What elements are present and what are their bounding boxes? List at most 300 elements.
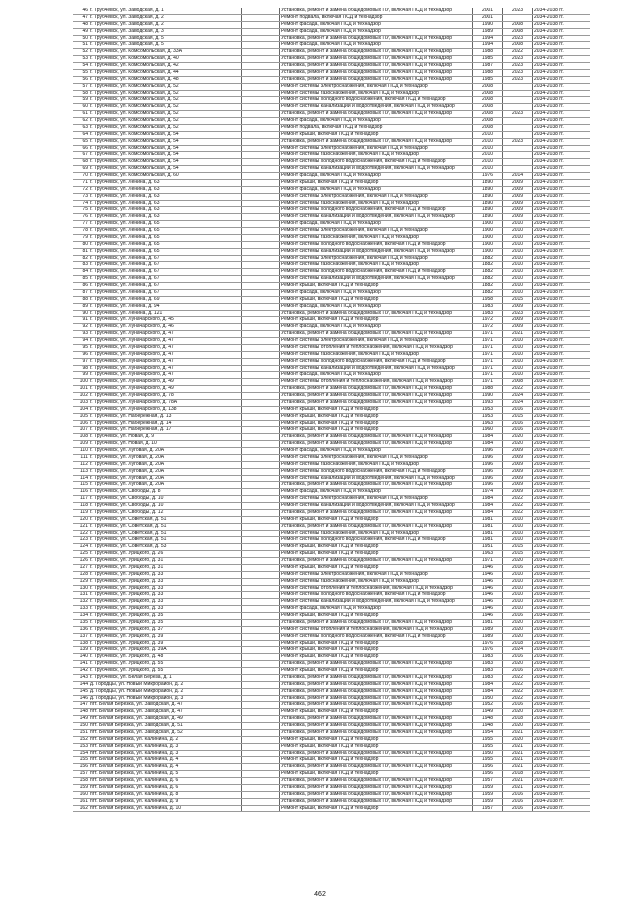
planned-period-cell: 2034-2038 гг. [533, 413, 591, 420]
address-cell: пгт. Белая Березка, ул. Заводская, д. 52 [89, 729, 242, 736]
planned-period-cell: 2034-2038 гг. [533, 503, 591, 510]
planned-period-cell: 2034-2038 гг. [533, 537, 591, 544]
row-number: 149 [73, 716, 89, 723]
spacer-cell [242, 42, 280, 49]
address-cell: пгт. Белая Березка, ул. Калинина, д. 6 [89, 784, 242, 791]
last-repair-year-cell: 2010 [503, 262, 533, 269]
last-repair-year-cell: 2010 [503, 338, 533, 345]
table-row [73, 537, 590, 544]
row-number: 57 [73, 83, 89, 90]
last-repair-year-cell: 2016 [503, 805, 533, 812]
address-cell: г. Трубчевск, ул. Луначарского, д. 47 [89, 338, 242, 345]
spacer-cell [242, 173, 280, 180]
address-cell: г. Трубчевск, ул. Ленина, д. 67 [89, 262, 242, 269]
last-repair-year-cell: 2010 [503, 344, 533, 351]
planned-period-cell: 2034-2038 гг. [533, 661, 591, 668]
planned-period-cell: 2034-2038 гг. [533, 399, 591, 406]
address-cell: г. Трубчевск, ул. Урицкого, д. 39 [89, 633, 242, 640]
row-number: 111 [73, 454, 89, 461]
table-row [73, 241, 590, 248]
planned-period-cell: 2034-2038 гг. [533, 118, 591, 125]
table-row [73, 351, 590, 358]
row-number: 109 [73, 441, 89, 448]
last-repair-year-cell: 2010 [503, 530, 533, 537]
address-cell: г. Трубчевск, ул. Комсомольская, д. 54 [89, 152, 242, 159]
planned-period-cell: 2034-2038 гг. [533, 90, 591, 97]
address-cell: пгт. Белая Березка, ул. Калинина, д. 3 [89, 743, 242, 750]
row-number: 82 [73, 255, 89, 262]
spacer-cell [242, 338, 280, 345]
row-number: 124 [73, 544, 89, 551]
address-cell: пгт. Белая Березка, ул. Калинина, д. 2 [89, 736, 242, 743]
spacer-cell [242, 448, 280, 455]
row-number: 116 [73, 489, 89, 496]
address-cell: д. Городцы, ул. Новый Микрорайон, д. 3 [89, 695, 242, 702]
table-row [73, 317, 590, 324]
table-row [73, 145, 590, 152]
last-repair-year-cell: 2023 [503, 69, 533, 76]
year-built-cell: 1996 [473, 461, 503, 468]
work-type-cell: Ремонт крыши, включая ПСД и технадзор [280, 420, 473, 427]
address-cell: г. Трубчевск, ул. Луначарского, д. 45 [89, 317, 242, 324]
last-repair-year-cell: 2015 [503, 551, 533, 558]
planned-period-cell: 2034-2038 гг. [533, 241, 591, 248]
address-cell: г. Трубчевск, ул. Урицкого, д. 39 [89, 640, 242, 647]
last-repair-year-cell: 2023 [503, 76, 533, 83]
address-cell: г. Трубчевск, ул. Комсомольская, д. 60 [89, 173, 242, 180]
last-repair-year-cell: 2016 [503, 791, 533, 798]
work-type-cell: Ремонт системы канализации и водоотведения, включая ПСД и технадзор [280, 365, 473, 372]
spacer-cell [242, 289, 280, 296]
spacer-cell [242, 496, 280, 503]
address-cell: г. Трубчевск, ул. Урицкого, д. 55 [89, 661, 242, 668]
row-number: 74 [73, 200, 89, 207]
planned-period-cell: 2034-2038 гг. [533, 214, 591, 221]
last-repair-year-cell: 2009 [503, 186, 533, 193]
row-number: 141 [73, 661, 89, 668]
work-type-cell: Ремонт крыши, включая ПСД и технадзор [280, 516, 473, 523]
work-type-cell: Ремонт крыши, включая ПСД и технадзор [280, 647, 473, 654]
row-number: 55 [73, 69, 89, 76]
spacer-cell [242, 805, 280, 812]
year-built-cell: 1971 [473, 338, 503, 345]
table-row [73, 76, 590, 83]
address-cell: г. Трубчевск, ул. Ленина, д. 67 [89, 289, 242, 296]
last-repair-year-cell: 2021 [503, 750, 533, 757]
last-repair-year-cell: 2010 [503, 516, 533, 523]
year-built-cell: 2010 [473, 159, 503, 166]
planned-period-cell: 2034-2038 гг. [533, 778, 591, 785]
address-cell: г. Трубчевск, ул. Советская, д. 53 [89, 544, 242, 551]
planned-period-cell: 2034-2038 гг. [533, 372, 591, 379]
table-row [73, 83, 590, 90]
spacer-cell [242, 241, 280, 248]
planned-period-cell: 2034-2038 гг. [533, 8, 591, 14]
planned-period-cell: 2034-2038 гг. [533, 461, 591, 468]
spacer-cell [242, 599, 280, 606]
work-type-cell: Ремонт крыши, включая ПСД и технадзор [280, 131, 473, 138]
row-number: 69 [73, 166, 89, 173]
work-type-cell: Ремонт крыши, включая ПСД и технадзор [280, 640, 473, 647]
year-built-cell: 1984 [473, 496, 503, 503]
last-repair-year-cell: 2010 [503, 283, 533, 290]
spacer-cell [242, 379, 280, 386]
last-repair-year-cell: 2020 [503, 619, 533, 626]
year-built-cell: 1971 [473, 358, 503, 365]
planned-period-cell: 2034-2038 гг. [533, 186, 591, 193]
planned-period-cell: 2034-2038 гг. [533, 558, 591, 565]
row-number: 71 [73, 179, 89, 186]
year-built-cell: 1952 [473, 702, 503, 709]
spacer-cell [242, 228, 280, 235]
last-repair-year-cell: 2022 [503, 496, 533, 503]
table-row [73, 131, 590, 138]
year-built-cell: 1946 [473, 599, 503, 606]
year-built-cell: 1971 [473, 558, 503, 565]
last-repair-year-cell: 2010 [503, 571, 533, 578]
address-cell: г. Трубчевск, ул. Луговая, д. 20А [89, 482, 242, 489]
row-number: 142 [73, 668, 89, 675]
work-type-cell: Ремонт системы газоснабжения, включая ПСД и технадзор [280, 152, 473, 159]
row-number: 64 [73, 131, 89, 138]
year-built-cell: 1957 [473, 778, 503, 785]
last-repair-year-cell: 2021 [503, 729, 533, 736]
table-row [73, 592, 590, 599]
planned-period-cell: 2034-2038 гг. [533, 193, 591, 200]
last-repair-year-cell: 2009 [503, 207, 533, 214]
planned-period-cell: 2034-2038 гг. [533, 28, 591, 35]
last-repair-year-cell: 2016 [503, 427, 533, 434]
row-number: 121 [73, 523, 89, 530]
row-number: 130 [73, 585, 89, 592]
work-type-cell: Ремонт системы холодного водоснабжения, включая ПСД и технадзор [280, 537, 473, 544]
table-row [73, 571, 590, 578]
spacer-cell [242, 283, 280, 290]
table-row [73, 303, 590, 310]
work-type-cell: Ремонт фасада, включая ПСД и технадзор [280, 28, 473, 35]
last-repair-year-cell: 2010 [503, 248, 533, 255]
last-repair-year-cell: 2016 [503, 702, 533, 709]
work-type-cell: Ремонт системы отопления и теплоснабжения, включая ПСД и технадзор [280, 344, 473, 351]
table-row [73, 193, 590, 200]
work-type-cell: Установка, ремонт и замена общедомовых ПУ, включая ПСД и технадзор [280, 723, 473, 730]
planned-period-cell: 2034-2038 гг. [533, 255, 591, 262]
year-built-cell: 1900 [473, 228, 503, 235]
spacer-cell [242, 461, 280, 468]
row-number: 46 [73, 8, 89, 14]
work-type-cell: Ремонт фасада, включая ПСД и технадзор [280, 118, 473, 125]
work-type-cell: Ремонт крыши, включая ПСД и технадзор [280, 709, 473, 716]
last-repair-year-cell: 2009 [503, 179, 533, 186]
year-built-cell: 2008 [473, 97, 503, 104]
year-built-cell: 1959 [473, 791, 503, 798]
table-row [73, 564, 590, 571]
last-repair-year-cell: 2010 [503, 241, 533, 248]
row-number: 73 [73, 193, 89, 200]
work-type-cell: Ремонт фасада, включая ПСД и технадзор [280, 303, 473, 310]
spacer-cell [242, 111, 280, 118]
last-repair-year-cell: 2020 [503, 709, 533, 716]
work-type-cell: Ремонт крыши, включая ПСД и технадзор [280, 771, 473, 778]
year-built-cell: 1882 [473, 276, 503, 283]
last-repair-year-cell: 2021 [503, 743, 533, 750]
spacer-cell [242, 743, 280, 750]
last-repair-year-cell: 2010 [503, 276, 533, 283]
planned-period-cell: 2034-2038 гг. [533, 303, 591, 310]
address-cell: г. Трубчевск, ул. Луговая, д. 20А [89, 448, 242, 455]
table-row [73, 269, 590, 276]
work-type-cell: Установка, ремонт и замена общедомовых ПУ, включая ПСД и технадзор [280, 35, 473, 42]
spacer-cell [242, 276, 280, 283]
table-row [73, 448, 590, 455]
planned-period-cell: 2034-2038 гг. [533, 420, 591, 427]
work-type-cell: Установка, ремонт и замена общедомовых ПУ, включая ПСД и технадзор [280, 76, 473, 83]
table-row [73, 8, 590, 14]
work-type-cell: Ремонт системы электроснабжения, включая ПСД и технадзор [280, 145, 473, 152]
year-built-cell: 1963 [473, 420, 503, 427]
spacer-cell [242, 716, 280, 723]
year-built-cell: 1976 [473, 173, 503, 180]
spacer-cell [242, 530, 280, 537]
planned-period-cell: 2034-2038 гг. [533, 606, 591, 613]
spacer-cell [242, 571, 280, 578]
spacer-cell [242, 523, 280, 530]
table-row [73, 393, 590, 400]
spacer-cell [242, 221, 280, 228]
row-number: 89 [73, 303, 89, 310]
last-repair-year-cell: 2010 [503, 578, 533, 585]
address-cell: г. Трубчевск, ул. Луначарского, д. 47 [89, 365, 242, 372]
row-number: 135 [73, 619, 89, 626]
work-type-cell: Ремонт системы газоснабжения, включая ПСД и технадзор [280, 530, 473, 537]
year-built-cell: 1971 [473, 331, 503, 338]
table-row [73, 186, 590, 193]
address-cell: г. Трубчевск, ул. Луначарского, д. 47 [89, 358, 242, 365]
address-cell: г. Трубчевск, ул. Луначарского, д. 47 [89, 331, 242, 338]
last-repair-year-cell: 2016 [503, 798, 533, 805]
row-number: 117 [73, 496, 89, 503]
address-cell: г. Трубчевск, ул. Набережная, д. 13 [89, 413, 242, 420]
last-repair-year-cell: 2009 [503, 317, 533, 324]
table-row [73, 551, 590, 558]
row-number: 95 [73, 344, 89, 351]
spacer-cell [242, 757, 280, 764]
spacer-cell [242, 668, 280, 675]
year-built-cell: 1890 [473, 179, 503, 186]
year-built-cell: 1988 [473, 386, 503, 393]
address-cell: г. Трубчевск, ул. Ленина, д. 121 [89, 310, 242, 317]
address-cell: г. Трубчевск, ул. Луначарского, д. 78 [89, 393, 242, 400]
table-row [73, 200, 590, 207]
work-type-cell: Установка, ремонт и замена общедомовых ПУ, включая ПСД и технадзор [280, 8, 473, 14]
address-cell: пгт. Белая Березка, ул. Заводская, д. 47 [89, 709, 242, 716]
spacer-cell [242, 750, 280, 757]
year-built-cell: 1994 [473, 42, 503, 49]
address-cell: г. Трубчевск, ул. Урицкого, д. 35 [89, 613, 242, 620]
work-type-cell: Ремонт крыши, включая ПСД и технадзор [280, 296, 473, 303]
last-repair-year-cell: 2010 [503, 599, 533, 606]
last-repair-year-cell: 2010 [503, 255, 533, 262]
spacer-cell [242, 386, 280, 393]
table-row [73, 420, 590, 427]
address-cell: г. Трубчевск, ул. Ленина, д. 63 [89, 179, 242, 186]
last-repair-year-cell: 2009 [503, 489, 533, 496]
year-built-cell: 1993 [473, 399, 503, 406]
year-built-cell: 1949 [473, 709, 503, 716]
address-cell: пгт. Белая Березка, ул. Калинина, д. 4 [89, 764, 242, 771]
work-type-cell: Ремонт системы канализации и водоотведения, включая ПСД и технадзор [280, 104, 473, 111]
year-built-cell: 1985 [473, 56, 503, 63]
row-number: 153 [73, 743, 89, 750]
year-built-cell: 1996 [473, 454, 503, 461]
last-repair-year-cell: 2010 [503, 351, 533, 358]
last-repair-year-cell [503, 97, 533, 104]
address-cell: г. Трубчевск, ул. Луначарского, д. 49 [89, 386, 242, 393]
address-cell: г. Трубчевск, ул. Советская, д. 51 [89, 523, 242, 530]
row-number: 125 [73, 551, 89, 558]
work-type-cell: Установка, ремонт и замена общедомовых ПУ, включая ПСД и технадзор [280, 695, 473, 702]
planned-period-cell: 2034-2038 гг. [533, 736, 591, 743]
work-type-cell: Установка, ремонт и замена общедомовых ПУ, включая ПСД и технадзор [280, 49, 473, 56]
spacer-cell [242, 207, 280, 214]
last-repair-year-cell [503, 166, 533, 173]
address-cell: г. Трубчевск, ул. Набережная, д. 14 [89, 420, 242, 427]
planned-period-cell: 2034-2038 гг. [533, 771, 591, 778]
row-number: 120 [73, 516, 89, 523]
work-type-cell: Установка, ремонт и замена общедомовых ПУ, включая ПСД и технадзор [280, 434, 473, 441]
work-type-cell: Ремонт системы электроснабжения, включая ПСД и технадзор [280, 255, 473, 262]
year-built-cell: 1996 [473, 468, 503, 475]
last-repair-year-cell: 2021 [503, 757, 533, 764]
row-number: 85 [73, 276, 89, 283]
address-cell: г. Трубчевск, ул. Луначарского, д. 138 [89, 406, 242, 413]
work-type-cell: Ремонт крыши, включая ПСД и технадзор [280, 544, 473, 551]
address-cell: г. Трубчевск, ул. Ленина, д. 63 [89, 186, 242, 193]
last-repair-year-cell: 2018 [503, 716, 533, 723]
last-repair-year-cell [503, 118, 533, 125]
last-repair-year-cell: 2016 [503, 564, 533, 571]
row-number: 159 [73, 784, 89, 791]
year-built-cell: 1956 [473, 771, 503, 778]
last-repair-year-cell [503, 83, 533, 90]
year-built-cell: 1950 [473, 750, 503, 757]
spacer-cell [242, 619, 280, 626]
row-number: 47 [73, 14, 89, 21]
table-row [73, 289, 590, 296]
last-repair-year-cell: 2024 [503, 399, 533, 406]
row-number: 146 [73, 695, 89, 702]
work-type-cell: Ремонт системы электроснабжения, включая ПСД и технадзор [280, 228, 473, 235]
address-cell: пгт. Белая Березка, ул. Калинина, д. 3 [89, 750, 242, 757]
year-built-cell: 1882 [473, 283, 503, 290]
table-row [73, 454, 590, 461]
address-cell: г. Трубчевск, ул. Советская, д. 51 [89, 537, 242, 544]
address-cell: г. Трубчевск, ул. Урицкого, д. 55 [89, 668, 242, 675]
spacer-cell [242, 551, 280, 558]
planned-period-cell: 2034-2038 гг. [533, 104, 591, 111]
work-type-cell: Ремонт системы холодного водоснабжения, включая ПСД и технадзор [280, 358, 473, 365]
spacer-cell [242, 406, 280, 413]
year-built-cell: 1960 [473, 427, 503, 434]
address-cell: г. Трубчевск, ул. Заводская, д. 5 [89, 42, 242, 49]
address-cell: г. Трубчевск, ул. Луначарского, д. 47 [89, 344, 242, 351]
planned-period-cell: 2034-2038 гг. [533, 592, 591, 599]
row-number: 139 [73, 647, 89, 654]
table-row [73, 324, 590, 331]
row-number: 154 [73, 750, 89, 757]
year-built-cell: 1946 [473, 592, 503, 599]
spacer-cell [242, 798, 280, 805]
spacer-cell [242, 159, 280, 166]
row-number: 48 [73, 21, 89, 28]
year-built-cell: 1972 [473, 317, 503, 324]
table-row [73, 365, 590, 372]
spacer-cell [242, 516, 280, 523]
work-type-cell: Ремонт крыши, включая ПСД и технадзор [280, 736, 473, 743]
address-cell: г. Трубчевск, ул. Советская, д. 51 [89, 530, 242, 537]
row-number: 144 [73, 681, 89, 688]
spacer-cell [242, 83, 280, 90]
planned-period-cell: 2034-2038 гг. [533, 681, 591, 688]
last-repair-year-cell: 2009 [503, 461, 533, 468]
work-type-cell: Установка, ремонт и замена общедомовых ПУ, включая ПСД и технадзор [280, 331, 473, 338]
planned-period-cell: 2034-2038 гг. [533, 723, 591, 730]
table-row [73, 626, 590, 633]
planned-period-cell: 2034-2038 гг. [533, 296, 591, 303]
last-repair-year-cell: 2010 [503, 228, 533, 235]
address-cell: г. Трубчевск, ул. Урицкого, д. 33 [89, 585, 242, 592]
work-type-cell: Установка, ремонт и замена общедомовых ПУ, включая ПСД и технадзор [280, 482, 473, 489]
last-repair-year-cell: 2016 [503, 613, 533, 620]
planned-period-cell: 2034-2038 гг. [533, 496, 591, 503]
spacer-cell [242, 69, 280, 76]
work-type-cell: Ремонт крыши, включая ПСД и технадзор [280, 551, 473, 558]
year-built-cell: 1989 [473, 633, 503, 640]
year-built-cell: 1989 [473, 626, 503, 633]
planned-period-cell: 2034-2038 гг. [533, 310, 591, 317]
spacer-cell [242, 509, 280, 516]
last-repair-year-cell: 2008 [503, 28, 533, 35]
year-built-cell: 1983 [473, 661, 503, 668]
last-repair-year-cell: 2008 [503, 21, 533, 28]
planned-period-cell: 2034-2038 гг. [533, 276, 591, 283]
year-built-cell: 2001 [473, 8, 503, 14]
table-row [73, 647, 590, 654]
work-type-cell: Ремонт фасада, включая ПСД и технадзор [280, 448, 473, 455]
address-cell: г. Трубчевск, ул. Луговая, д. 20А [89, 454, 242, 461]
planned-period-cell: 2034-2038 гг. [533, 468, 591, 475]
address-cell: г. Трубчевск, ул. Свободы, д. 12 [89, 509, 242, 516]
address-cell: г. Трубчевск, ул. Урицкого, д. 31 [89, 558, 242, 565]
address-cell: пгт. Белая Березка, ул. Калинина, д. 5 [89, 771, 242, 778]
planned-period-cell: 2034-2038 гг. [533, 530, 591, 537]
table-row [73, 42, 590, 49]
spacer-cell [242, 702, 280, 709]
last-repair-year-cell: 2016 [503, 668, 533, 675]
table-row [73, 523, 590, 530]
year-built-cell: 1890 [473, 207, 503, 214]
last-repair-year-cell: 2023 [503, 35, 533, 42]
last-repair-year-cell: 2024 [503, 393, 533, 400]
address-cell: г. Трубчевск, ул. Белая Береза, д. 1 [89, 674, 242, 681]
year-built-cell: 1981 [473, 516, 503, 523]
work-type-cell: Ремонт системы электроснабжения, включая ПСД и технадзор [280, 83, 473, 90]
planned-period-cell: 2034-2038 гг. [533, 338, 591, 345]
planned-period-cell: 2034-2038 гг. [533, 434, 591, 441]
table-row [73, 338, 590, 345]
last-repair-year-cell: 2009 [503, 468, 533, 475]
last-repair-year-cell: 2010 [503, 289, 533, 296]
